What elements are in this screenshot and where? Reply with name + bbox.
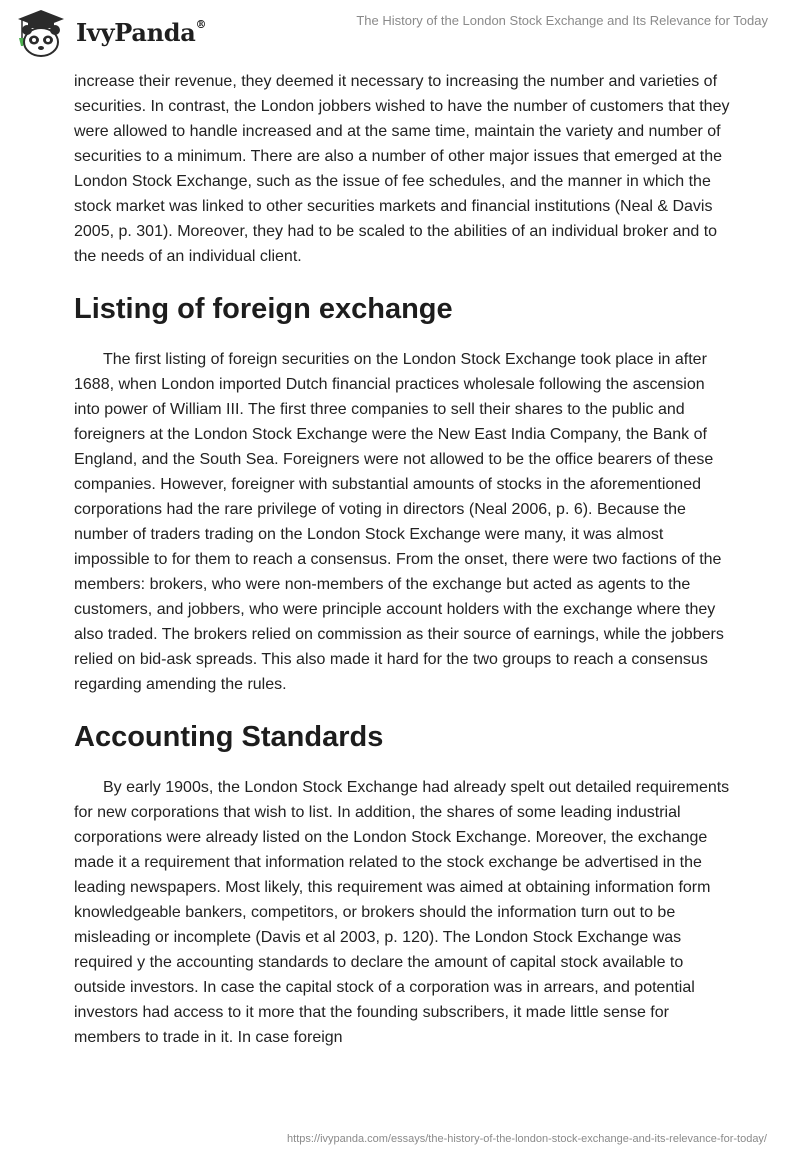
paragraph-foreign-listing: The first listing of foreign securities on the London Stock Exchange took place in after 1688, when London imported Dutch financial practices wholesale following the ascension into power of William III. The first three companies to sell their shares to the public and foreigners at the London Stock Exchange were the New East India Company, the Bank of England, and the South Sea. Foreigners were not allowed to be the office bearers of these companies. However, foreigner with substantial amounts of stocks in the aforementioned corporations had the rare privilege of voting in directors (Neal 2006, p. 6). Because the number of traders trading on the London Stock Exchange were many, it was almost impossible to for them to reach a consensus. From the onset, there were two factions of the members: brokers, who were non-members of the exchange but acted as agents to the customers, and jobbers, who were principle account holders with the exchange where they also traded. The brokers relied on commission as their source of earnings, while the jobbers relied on bid-ask spreads. This also made it hard for the two groups to reach a consensus regarding amending the rules.: [74, 351, 724, 693]
document-title: The History of the London Stock Exchange and Its Relevance for Today: [356, 13, 768, 28]
brand-text: IvyPanda: [76, 18, 196, 47]
paragraph-continuation: increase their revenue, they deemed it necessary to increasing the number and varieties of securities. In contrast, the London jobbers wished to have the number of customers that they were allowed to handle increased and at the same time, maintain the variety and number of securities to a minimum. There are also a number of other major issues that emerged at the London Stock Exchange, such as the issue of fee schedules, and the manner in which the stock market was linked to other securities markets and financial institutions (Neal & Davis 2005, p. 301). Moreover, they had to be scaled to the abilities of an individual broker and to the needs of an individual client.: [74, 73, 730, 265]
paragraph-accounting-standards: By early 1900s, the London Stock Exchange had already spelt out detailed requirements for new corporations that wish to list. In addition, the shares of some leading industrial corporations were already listed on the London Stock Exchange. Moreover, the exchange made it a requirement that information related to the stock exchange be advertised in the leading newspapers. Most likely, this requirement was aimed at obtaining information form knowledgeable bankers, competitors, or brokers should the information turn out to be misleading or incomplete (Davis et al 2003, p. 120). The London Stock Exchange was required y the accounting standards to declare the amount of capital stock available to outside investors. In case the capital stock of a corporation was in arrears, and potential investors had access to it more that the founding subscribers, it made little sense for members to trade in it. In case foreign: [74, 779, 730, 1046]
brand-name[interactable]: [76, 18, 206, 47]
section-heading-foreign-listing: Listing of foreign exchange: [74, 293, 453, 325]
section-heading-accounting-standards: Accounting Standards: [74, 721, 384, 753]
footer-url[interactable]: https://ivypanda.com/essays/the-history-of-the-london-stock-exchange-and-its-relevance-for-today/: [287, 1133, 767, 1145]
page-header: [0, 0, 800, 70]
registered-mark: ®: [195, 18, 207, 31]
essay-content: [74, 69, 734, 1050]
ivypanda-logo-icon[interactable]: [14, 8, 68, 58]
